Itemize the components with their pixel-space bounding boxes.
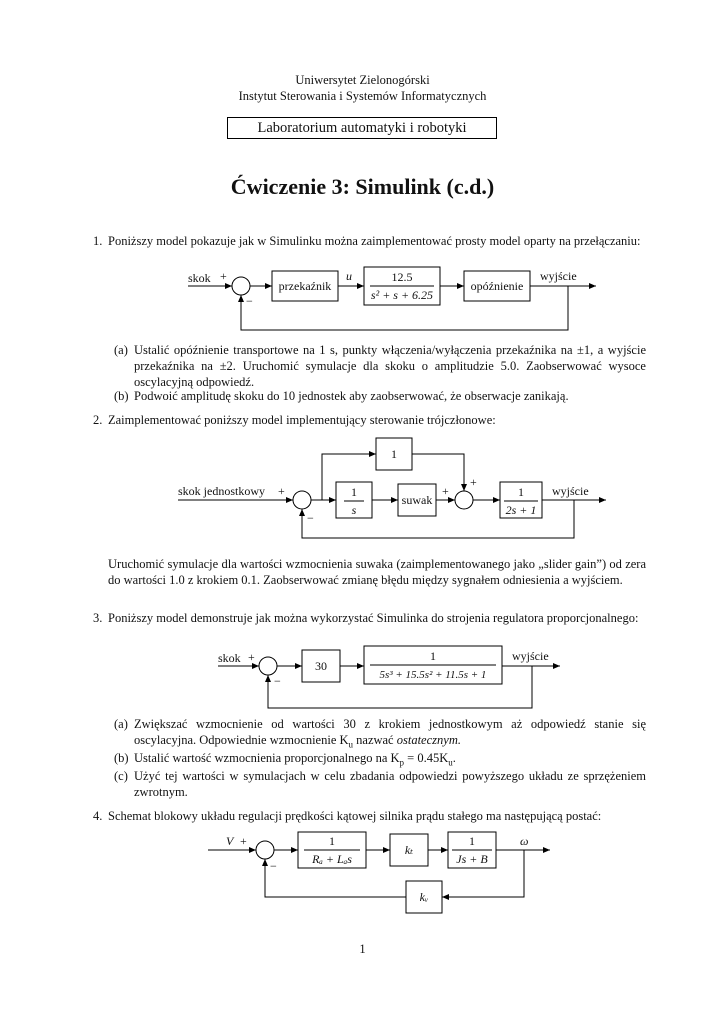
ex4-tf1-num: 1	[329, 834, 335, 848]
ex2-int-num: 1	[351, 485, 357, 499]
ex2-text: Zaimplementować poniższy model implementujący sterowanie trójczłonowe:	[108, 413, 496, 427]
ex3-c-text: Użyć tej wartości w symulacjach w celu zbadania odpowiedzi powyższego układu ze sprzężeniem zwrotnym.	[134, 769, 646, 799]
ex3-a-text-part2: nazwać	[353, 733, 397, 747]
ex3-output-label: wyjście	[512, 649, 549, 663]
ex3-gain-label: 30	[315, 659, 327, 673]
ex1-minus-sign: −	[246, 294, 253, 308]
ex3-a-emphasis: ostatecznym.	[396, 733, 461, 747]
ex3-diagram	[210, 644, 590, 718]
ex1-b-label: (b)	[114, 389, 129, 403]
ex3-b-text-part2: = 0.45K	[404, 751, 449, 765]
ex4-plus-sign: +	[240, 834, 247, 848]
lab-title-box: Laboratorium automatyki i robotyki	[227, 117, 497, 139]
ex4-kt-label: kₜ	[404, 843, 414, 857]
page-title: Ćwiczenie 3: Simulink (c.d.)	[230, 174, 495, 199]
ex1-a-label: (a)	[114, 343, 128, 357]
ex3-a-text	[134, 716, 646, 753]
ex4-tf2-den: Js + B	[456, 852, 488, 866]
ex1-diagram	[150, 262, 600, 340]
ex2-int-den: s	[351, 503, 357, 517]
ex1-b-text: Podwoić amplitudę skoku do 10 jednostek aby zaobserwować, że obserwacje zanikają.	[134, 389, 569, 403]
ex4-output-label: ω	[520, 834, 529, 848]
ex1-sum-junction	[232, 277, 250, 295]
ex3-input-label: skok	[218, 651, 241, 665]
header-affiliation	[0, 72, 725, 104]
ex1-relay-label: przekaźnik	[278, 279, 332, 293]
ex3-c-label: (c)	[114, 769, 128, 783]
institute-name: Instytut Sterowania i Systemów Informatycznych	[238, 89, 487, 103]
ex3-minus-sign: −	[274, 674, 281, 688]
ex4-input-label: V	[226, 834, 234, 848]
ex3-tf-num: 1	[430, 649, 436, 663]
ex2-input-label: skok jednostkowy	[178, 484, 265, 498]
university-name: Uniwersytet Zielonogórski	[295, 73, 430, 87]
ex2-gain-label: 1	[391, 447, 397, 461]
ex3-number: 3.	[93, 611, 103, 625]
ex2-after-text: Uruchomić symulacje dla wartości wzmocnienia suwaka (zaimplementowanego jako „slider gain”) od zera do wartości 1.0 z krokiem 0.1. Zaobserwować zmianę błędu między sygnałem odniesienia a wyjściem.	[108, 557, 646, 587]
ex3-tf-den: 5s³ + 15.5s² + 11.5s + 1	[379, 669, 487, 681]
ex1-delay-label: opóźnienie	[470, 279, 524, 293]
ex4-kv-label: kᵥ	[419, 890, 429, 904]
ex3-plus-sign: +	[248, 650, 255, 664]
ex3-b-sub1: p	[399, 757, 405, 768]
ex3-a-sub: u	[348, 739, 354, 750]
ex2-plus-left: +	[442, 484, 449, 498]
ex2-sum-junction	[293, 491, 311, 509]
ex3-b-text-part3: .	[452, 751, 456, 765]
ex1-text: Poniższy model pokazuje jak w Simulinku można zaimplementować prosty model oparty na przełączaniu:	[108, 234, 641, 248]
ex3-b-text-part1: Ustalić wartość wzmocnienia proporcjonalnego na K	[134, 751, 400, 765]
ex1-output-label: wyjście	[540, 269, 577, 283]
ex2-number: 2.	[93, 413, 103, 427]
ex1-number: 1.	[93, 234, 103, 248]
ex3-a-label: (a)	[114, 717, 128, 731]
ex3-a-text-part1: Zwiększać wzmocnienie od wartości 30 z krokiem jednostkowym aż odpowiedź stanie się oscylacyjna. Odpowiednie wzmocnienie K	[134, 717, 646, 747]
page-number: 1	[359, 942, 366, 956]
ex4-tf2-num: 1	[469, 834, 475, 848]
ex1-a-text: Ustalić opóźnienie transportowe na 1 s, punkty włączenia/wyłączenia przekaźnika na ±1, a wyjście przekaźnika na ±2. Uruchomić symulacje dla skoku o amplitudzie 5.0. Zaobserwować wysoce oscylacyjną odpowiedź.	[134, 343, 646, 389]
ex2-tf-den: 2s + 1	[505, 503, 537, 517]
ex4-minus-sign: −	[270, 859, 277, 873]
ex2-slider-label: suwak	[401, 493, 433, 507]
ex2-tf-num: 1	[518, 485, 524, 499]
ex1-tf-den: s² + s + 6.25	[370, 288, 434, 302]
ex1-input-label: skok	[188, 271, 211, 285]
ex1-signal-u: u	[346, 269, 352, 283]
ex1-tf-num: 12.5	[391, 270, 413, 284]
ex2-sum-junction-2	[455, 491, 473, 509]
ex4-sum-junction	[256, 841, 274, 859]
ex4-diagram	[200, 828, 560, 920]
ex1-plus-sign: +	[220, 269, 227, 283]
ex4-text: Schemat blokowy układu regulacji prędkości kątowej silnika prądu stałego ma następującą postać:	[108, 809, 602, 823]
ex4-tf1-den: Rₐ + Lₐs	[312, 852, 352, 866]
ex2-plus-sign: +	[278, 484, 285, 498]
ex3-sum-junction	[259, 657, 277, 675]
ex2-output-label: wyjście	[552, 484, 589, 498]
ex2-diagram	[170, 434, 610, 544]
ex4-number: 4.	[93, 809, 103, 823]
ex3-text: Poniższy model demonstruje jak można wykorzystać Simulinka do strojenia regulatora proporcjonalnego:	[108, 611, 639, 625]
ex3-b-sub2: u	[448, 757, 453, 768]
ex3-b-label: (b)	[114, 751, 129, 765]
ex2-minus-sign: −	[307, 511, 314, 525]
ex2-plus-top: +	[470, 475, 477, 489]
